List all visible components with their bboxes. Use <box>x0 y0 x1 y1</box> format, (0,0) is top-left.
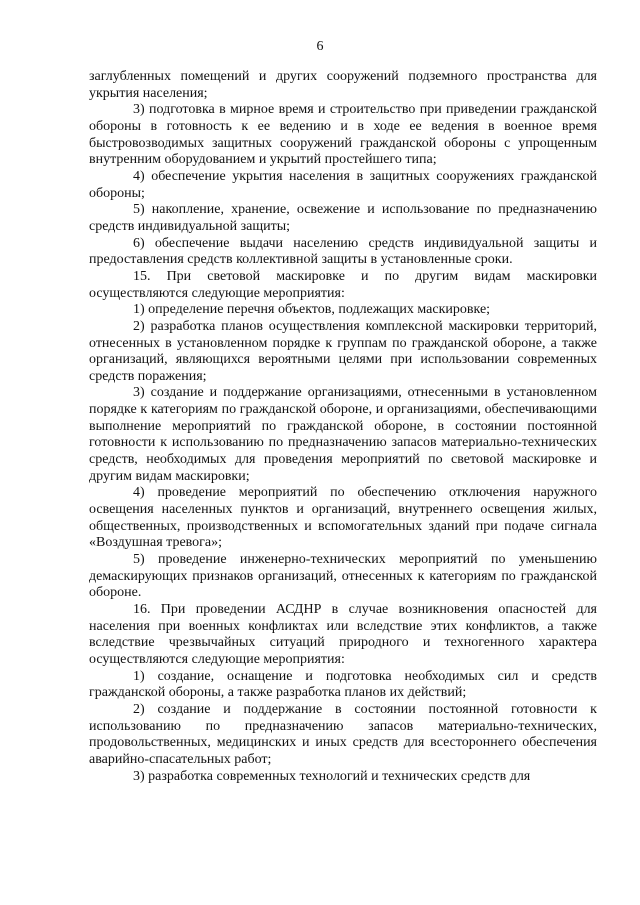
paragraph: 3) создание и поддержание организациями, отнесенными в установленном порядке к категориям по гражданской обороне, и организациями, обеспечивающими выполнение мероприятий по гражданской обороне, в состоянии постоянной готовности к использованию по предназначению запасов материально-технических средств, необходимых для проведения мероприятий по световой маскировке и другим видам маскировки; <box>89 385 597 484</box>
document-body <box>89 69 597 785</box>
paragraph: 3) подготовка в мирное время и строительство при приведении гражданской обороны в готовность к ее ведению и в ходе ее ведения в военное время быстровозводимых защитных сооружений гражданской обороны с упрощенным внутренним оборудованием и укрытий простейшего типа; <box>89 102 597 168</box>
paragraph: 1) определение перечня объектов, подлежащих маскировке; <box>133 302 491 318</box>
paragraph: 4) обеспечение укрытия населения в защитных сооружениях гражданской обороны; <box>89 168 597 201</box>
paragraph: заглубленных помещений и других сооружений подземного пространства для укрытия населения; <box>89 69 597 101</box>
paragraph: 5) проведение инженерно-технических мероприятий по уменьшению демаскирующих признаков организаций, отнесенных к категориям по гражданской обороне. <box>89 552 597 601</box>
paragraph: 5) накопление, хранение, освежение и использование по предназначению средств индивидуальной защиты; <box>89 202 597 234</box>
paragraph: 16. При проведении АСДНР в случае возникновения опасностей для населения при военных конфликтах или вследствие этих конфликтов, а также вследствие чрезвычайных ситуаций природного и техногенного характера осуществляются следующие мероприятия: <box>89 602 597 667</box>
paragraph: 3) разработка современных технологий и технических средств для <box>133 768 531 784</box>
page-number: 6 <box>316 39 324 54</box>
paragraph: 4) проведение мероприятий по обеспечению отключения наружного освещения населенных пунктов и организаций, внутреннего освещения жилых, общественных, производственных и вспомогательных зданий при подаче сигнала «Воздушная тревога»; <box>89 485 597 551</box>
paragraph: 6) обеспечение выдачи населению средств индивидуальной защиты и предоставления средств коллективной защиты в установленные сроки. <box>89 235 597 268</box>
paragraph: 1) создание, оснащение и подготовка необходимых сил и средств гражданской обороны, а также разработка планов их действий; <box>89 668 597 701</box>
paragraph: 15. При световой маскировке и по другим видам маскировки осуществляются следующие мероприятия: <box>89 268 597 301</box>
paragraph: 2) разработка планов осуществления комплексной маскировки территорий, отнесенных в установленном порядке к группам по гражданской обороне, а также организаций, являющихся вероятными целями при использовании современных средств поражения; <box>89 318 597 384</box>
paragraph: 2) создание и поддержание в состоянии постоянной готовности к использованию по предназначению запасов материально-технических, продовольственных, медицинских и иных средств для всестороннего обеспечения аварийно-спасательных работ; <box>89 701 597 767</box>
